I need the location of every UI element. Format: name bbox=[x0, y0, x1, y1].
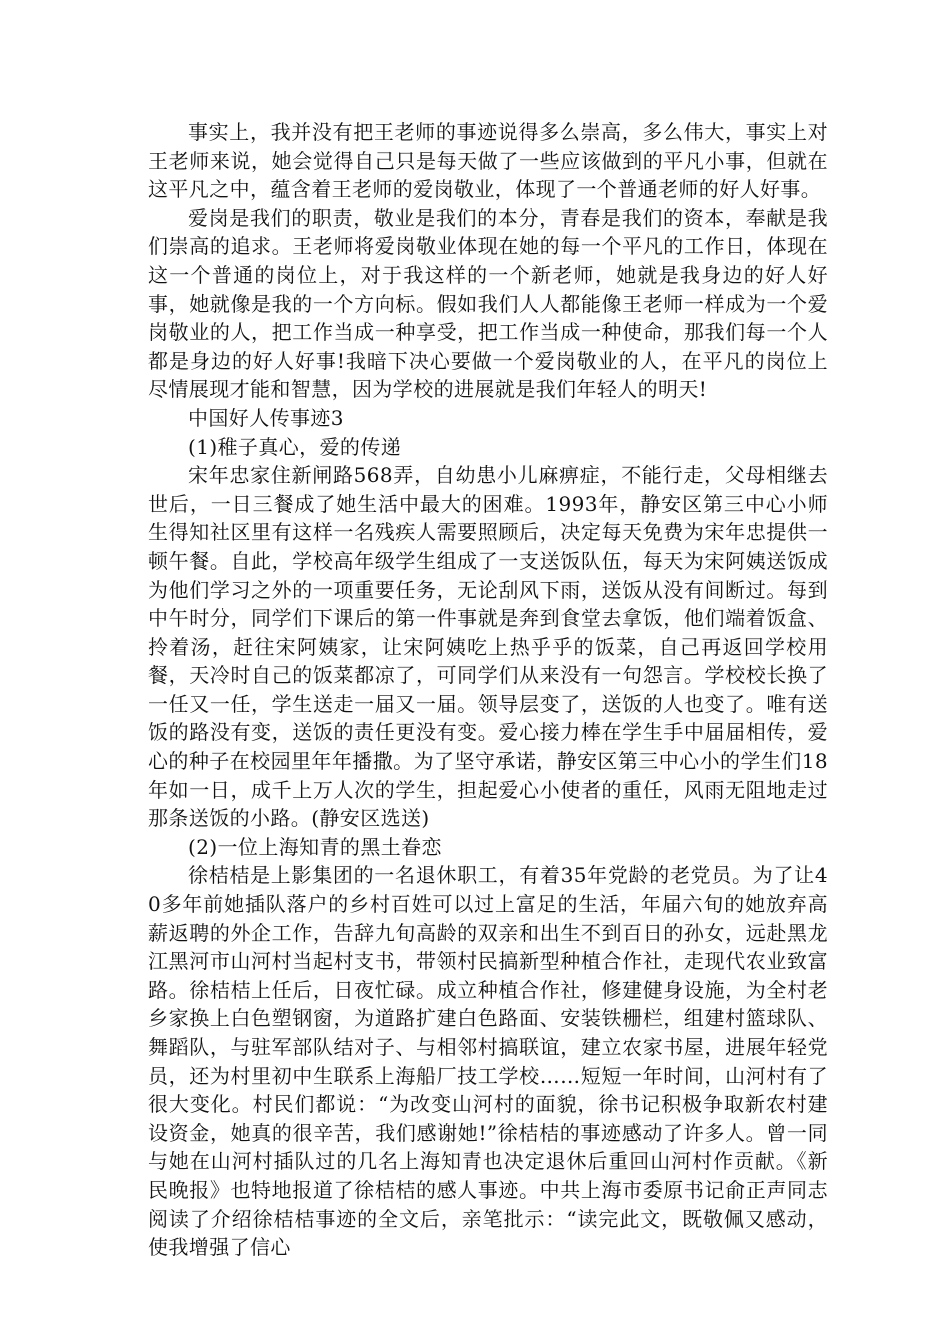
paragraph-dedication: 爱岗是我们的职责，敬业是我们的本分，青春是我们的资本，奉献是我们崇高的追求。王老师将爱岗敬业体现在她的每一个平凡的工作日，体现在这一个普通的岗位上，对于我这样的一个新老师，她就是我身边的好人好事，她就像是我的一个方向标。假如我们人人都能像王老师一样成为一个爱岗敬业的人，把工作当成一种享受，把工作当成一种使命，那我们每一个人都是身边的好人好事!我暗下决心要做一个爱岗敬业的人，在平凡的岗位上尽情展现才能和智慧，因为学校的进展就是我们年轻人的明天! bbox=[148, 205, 828, 402]
document-body bbox=[148, 118, 828, 1262]
subheading-2: (2)一位上海知青的黑土眷恋 bbox=[188, 834, 442, 859]
paragraph-xu-jiejie: 徐桔桔是上影集团的一名退休职工，有着35年党龄的老党员。为了让40多年前她插队落户的乡村百姓可以过上富足的生活，年届六旬的她放弃高薪返聘的外企工作，告辞九旬高龄的双亲和出生不到百日的孙女，远赴黑龙江黑河市山河村当起村支书，带领村民搞新型种植合作社，走现代农业致富路。徐桔桔上任后，日夜忙碌。成立种植合作社，修建健身设施，为全村老乡家换上白色塑钢窗，为道路扩建白色路面、安装铁栅栏，组建村篮球队、舞蹈队，与驻军部队结对子、与相邻村搞联谊，建立农家书屋，进展年轻党员，还为村里初中生联系上海船厂技工学校……短短一年时间，山河村有了很大变化。村民们都说：“为改变山河村的面貌，徐书记积极争取新农村建设资金，她真的很辛苦，我们感谢她!”徐桔桔的事迹感动了许多人。曾一同与她在山河村插队过的几名上海知青也决定退休后重回山河村作贡献。《新民晚报》也特地报道了徐桔桔的感人事迹。中共上海市委原书记俞正声同志阅读了介绍徐桔桔事迹的全文后，亲笔批示：“读完此文，既敬佩又感动，使我增强了信心 bbox=[148, 863, 828, 1260]
subheading-1: (1)稚子真心，爱的传递 bbox=[188, 434, 402, 459]
paragraph-song-nianzhong: 宋年忠家住新闸路568弄，自幼患小儿麻痹症，不能行走，父母相继去世后，一日三餐成了她生活中最大的困难。1993年，静安区第三中心小师生得知社区里有这样一名残疾人需要照顾后，决定每天免费为宋年忠提供一顿午餐。自此，学校高年级学生组成了一支送饭队伍，每天为宋阿姨送饭成为他们学习之外的一项重要任务，无论刮风下雨，送饭从没有间断过。每到中午时分，同学们下课后的第一件事就是奔到食堂去拿饭，他们端着饭盒、拎着汤，赶往宋阿姨家，让宋阿姨吃上热乎乎的饭菜，自己再返回学校用餐，天冷时自己的饭菜都凉了，可同学们从来没有一句怨言。学校校长换了一任又一任，学生送走一届又一届。领导层变了，送饭的人也变了。唯有送饭的路没有变，送饭的责任更没有变。爱心接力棒在学生手中届届相传，爱心的种子在校园里年年播撒。为了坚守承诺，静安区第三中心小的学生们18年如一日，成千上万人次的学生，担起爱心小使者的重任，风雨无阻地走过那条送饭的小路。(静安区选送) bbox=[148, 463, 828, 831]
section-heading: 中国好人传事迹3 bbox=[188, 405, 344, 430]
paragraph-wang-teacher-summary: 事实上，我并没有把王老师的事迹说得多么崇高，多么伟大，事实上对王老师来说，她会觉得自己只是每天做了一些应该做到的平凡小事，但就在这平凡之中，蕴含着王老师的爱岗敬业，体现了一个普通老师的好人好事。 bbox=[148, 120, 828, 202]
